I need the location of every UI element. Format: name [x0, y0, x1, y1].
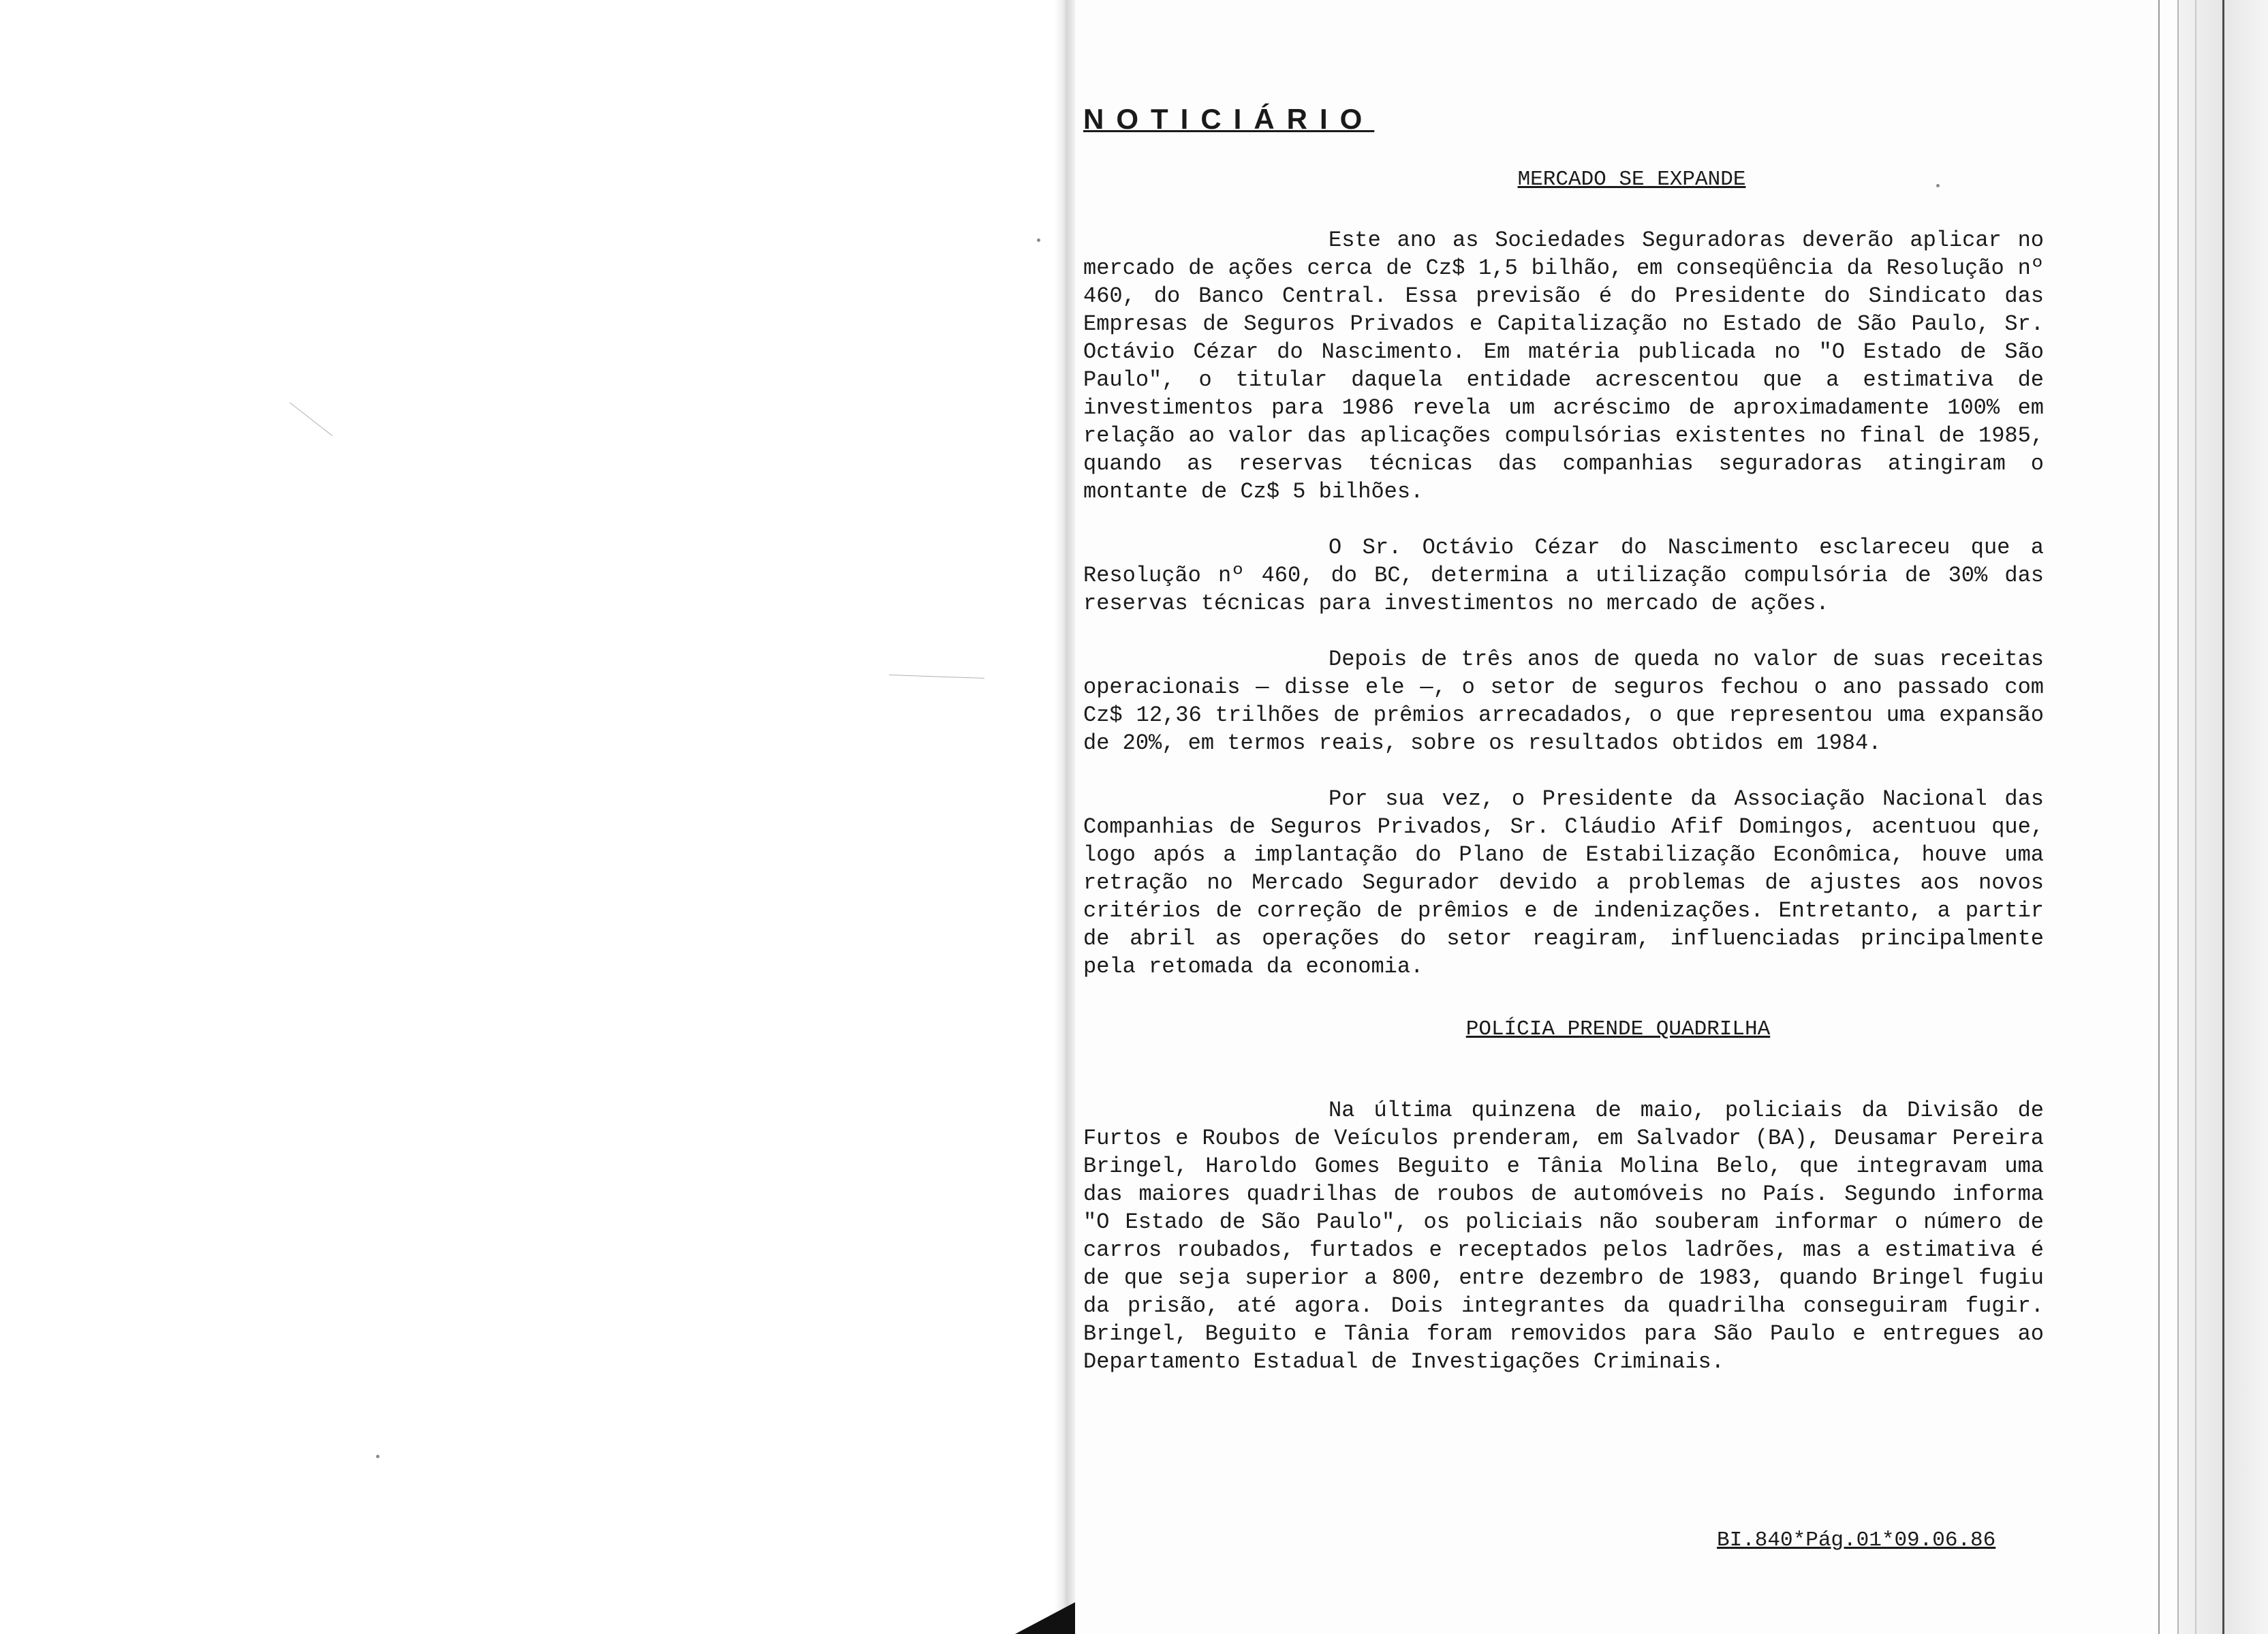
blank-left-page [0, 0, 1055, 1634]
article-headline: MERCADO SE EXPANDE [1517, 168, 1746, 191]
scan-speck [376, 1455, 379, 1458]
article-paragraph: Por sua vez, o Presidente da Associação Nacional das Companhias de Seguros Privados, Sr. Cláudio Afif Domingos, acentuou que, logo após a implantação do Plano de Estabilização Econômica, houve uma retração no Mercado Segurador devido a problemas de ajustes aos novos critérios de correção de prêmios e de indenizações. Entretanto, a partir de abril as operações do setor reagiram, influenciadas principalmente pela retomada da economia. [1083, 786, 2044, 979]
section-title: NOTICIÁRIO [1083, 103, 1375, 135]
article-paragraph: Este ano as Sociedades Seguradoras deverão aplicar no mercado de ações cerca de Cz$ 1,5 bilhão, em conseqüência da Resolução nº 460, do Banco Central. Essa previsão é do Presidente do Sindicato das Empresas de Seguros Privados e Capitalização no Estado de São Paulo, Sr. Octávio Cézar do Nascimento. Em matéria publicada no "O Estado de São Paulo", o titular daquela entidade acrescentou que a estimativa de investimentos para 1986 revela um acréscimo de aproximadamente 100% em relação ao valor das aplicações compulsórias existentes no final de 1985, quando as reservas técnicas das companhias seguradoras atingiram o montante de Cz$ 5 bilhões. [1083, 228, 2044, 504]
page-edge-line [2177, 0, 2179, 1634]
page-edge-line [2158, 0, 2160, 1634]
bulletin-reference: BI.840*Pág.01*09.06.86 [1717, 1528, 1996, 1552]
page-edge-line [2222, 0, 2224, 1634]
page-edge-line [2195, 0, 2196, 1634]
scan-speck [1037, 238, 1040, 242]
document-body [1083, 102, 2044, 1404]
article-paragraph: Na última quinzena de maio, policiais da Divisão de Furtos e Roubos de Veículos prenderam, em Salvador (BA), Deusamar Pereira Bringel, Haroldo Gomes Beguito e Tânia Molina Belo, que integravam uma das maiores quadrilhas de roubos de automóveis no País. Segundo informa "O Estado de São Paulo", os policiais não souberam informar o número de carros roubados, furtados e receptados pelos ladrões, mas a estimativa é de que seja superior a 800, entre dezembro de 1983, quando Bringel fugiu da prisão, até agora. Dois integrantes da quadrilha conseguiram fugir. Bringel, Beguito e Tânia foram removidos para São Paulo e entregues ao Departamento Estadual de Investigações Criminais. [1083, 1098, 2044, 1374]
gutter-shadow [1015, 1598, 1083, 1634]
article-paragraph: Depois de três anos de queda no valor de suas receitas operacionais — disse ele —, o setor de seguros fechou o ano passado com Cz$ 12,36 trilhões de prêmios arrecadados, o que representou uma expansão de 20%, em termos reais, sobre os resultados obtidos em 1984. [1083, 647, 2044, 756]
article-paragraph: O Sr. Octávio Cézar do Nascimento esclareceu que a Resolução nº 460, do BC, determina a utilização compulsória de 30% das reservas técnicas para investimentos no mercado de ações. [1083, 535, 2044, 616]
book-gutter [1055, 0, 1075, 1634]
article-headline: POLÍCIA PRENDE QUADRILHA [1465, 1017, 1771, 1041]
